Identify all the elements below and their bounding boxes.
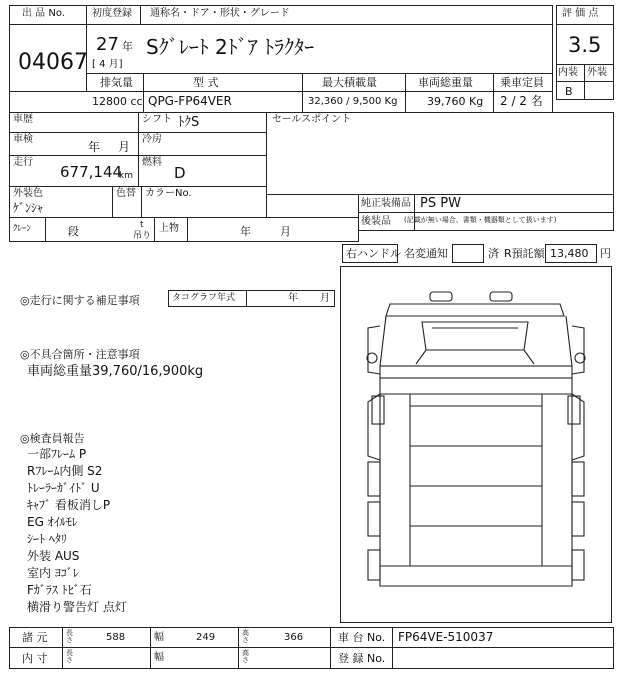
defects-line: 車両総重量39,760/16,900kg <box>27 364 204 379</box>
mileage-label: 走行 <box>13 157 33 168</box>
aircon-label: 冷房 <box>142 134 162 145</box>
aftermarket-label: 後装品 <box>361 216 391 227</box>
color: ｹﾞﾝｼｬ <box>13 201 44 215</box>
interior-dims-label: 内 寸 <box>22 652 48 665</box>
inspector-line: 横滑り警告灯 点灯 <box>27 600 127 614</box>
right-mirror-icon <box>490 292 512 301</box>
capacity: 2 / 2 名 <box>500 94 543 108</box>
crane-year-unit: 年 <box>240 225 251 238</box>
name-change-box <box>452 244 484 263</box>
handle: 右ハンドル <box>346 247 401 260</box>
mileage-unit: km <box>119 171 133 181</box>
mileage: 677,144 <box>60 163 123 181</box>
max-load: 32,360 / 9,500 Kg <box>308 96 398 107</box>
crane-label: ｸﾚｰﾝ <box>13 224 32 234</box>
inspector-line: ｷｬﾌﾞ 看板消しP <box>27 498 111 512</box>
crane-month-unit: 月 <box>280 225 291 238</box>
width-label: 幅 <box>154 632 164 643</box>
displacement-label: 排気量 <box>100 76 133 89</box>
reg-label: 登 録 No. <box>338 652 386 665</box>
footer-frame <box>9 627 614 669</box>
inspector-line: Rﾌﾚｰﾑ内側 S2 <box>27 464 103 478</box>
defects-title: ◎不具合箇所・注意事項 <box>20 348 140 361</box>
year-unit: 年 <box>122 40 133 53</box>
inspection-month-unit: 月 <box>118 140 131 154</box>
height-label: 高さ <box>242 629 249 644</box>
color-code-label: カラーNo. <box>145 188 192 199</box>
vehicle-name: Sｸﾞﾚｰﾄ 2ﾄﾞｱ ﾄﾗｸﾀｰ <box>146 35 315 59</box>
dims-label: 諸 元 <box>22 631 48 644</box>
interior-grade-label: 内装 <box>558 67 578 78</box>
score: 3.5 <box>568 33 602 57</box>
inspection-year-unit: 年 <box>88 140 101 154</box>
fuel-label: 燃料 <box>142 157 162 168</box>
first-reg-year: 27 <box>96 34 119 55</box>
options-label: 純正装備品 <box>361 198 411 209</box>
yen-unit: 円 <box>600 247 611 260</box>
chassis-label: 車 台 No. <box>338 631 386 644</box>
tacho-month-unit: 月 <box>320 293 330 304</box>
color-label: 外装色 <box>13 188 43 199</box>
inspector-line: ｼｰﾄ ﾍﾀﾘ <box>27 532 67 546</box>
height-label-2: 高さ <box>242 649 249 664</box>
crane-lift-t: t <box>140 220 144 230</box>
inspector-line: 室内 ﾖｺﾞﾚ <box>27 566 79 580</box>
inspector-title: ◎検査員報告 <box>20 432 85 445</box>
left-mirror-icon <box>430 292 452 301</box>
first-reg-month: [ 4 月] <box>92 59 123 70</box>
gross-weight-label: 車両総重量 <box>418 76 473 89</box>
boarding-label: 上物 <box>159 223 179 234</box>
name-change-label: 名変通知 <box>404 247 448 260</box>
capacity-label: 乗車定員 <box>500 76 544 89</box>
gross-weight: 39,760 Kg <box>427 95 484 108</box>
first-reg-label: 初度登録 <box>92 8 132 19</box>
length-label: 長さ <box>66 629 73 644</box>
truck-diagram <box>340 266 612 623</box>
inspector-line: ﾄﾚｰﾗｰｶﾞｲﾄﾞ U <box>27 481 100 495</box>
inspector-line: Fｶﾞﾗｽ ﾄﾋﾞ石 <box>27 583 92 597</box>
interior-grade: B <box>565 85 573 98</box>
shift: ﾄｸS <box>178 115 200 130</box>
model-code: QPG-FP64VER <box>148 94 232 108</box>
color-no-label: 色替 <box>116 188 136 199</box>
max-load-label: 最大積載量 <box>322 76 377 89</box>
inspector-line: 一部ﾌﾚｰﾑ P <box>27 447 87 461</box>
inspector-line: 外装 AUS <box>27 549 80 563</box>
options: PS PW <box>420 196 461 211</box>
score-label: 評 価 点 <box>562 8 599 19</box>
length-label-2: 長さ <box>66 649 73 664</box>
crane-row <box>9 217 359 242</box>
height: 366 <box>284 632 304 643</box>
running-notes-title: ◎走行に関する補足事項 <box>20 294 140 307</box>
tachograph-label: タコグラフ年式 <box>172 293 236 303</box>
lot-no: 04067 <box>18 50 88 75</box>
sales-point-label: セールスポイント <box>272 114 352 125</box>
model-label: 型 式 <box>193 76 219 89</box>
length: 588 <box>106 632 126 643</box>
vehicle-name-label: 通称名・ドア・形状・グレード <box>150 8 290 19</box>
crane-stage-unit: 段 <box>68 225 79 238</box>
chassis-no: FP64VE-510037 <box>398 630 494 644</box>
displacement: 12800 cc <box>92 95 143 108</box>
lot-no-label: 出 品 No. <box>22 8 65 19</box>
deposit-mark: 済 <box>488 247 499 260</box>
fuel: D <box>174 164 186 182</box>
width-label-2: 幅 <box>154 652 164 663</box>
tacho-year-unit: 年 <box>288 293 298 304</box>
aftermarket-note: (記載が無い場合、書類・機器類として扱います) <box>404 216 557 224</box>
history-label: 車歴 <box>13 114 33 125</box>
recycle-label: R預託額 <box>504 247 545 260</box>
shift-label: シフト <box>142 114 172 125</box>
crane-lift-unit: 吊り <box>133 231 152 241</box>
inspection-label: 車検 <box>13 134 33 145</box>
exterior-grade-label: 外装 <box>587 67 607 78</box>
width: 249 <box>196 632 216 643</box>
recycle-amount: 13,480 <box>550 247 589 260</box>
inspector-line: EG ｵｲﾙﾓﾚ <box>27 515 78 529</box>
